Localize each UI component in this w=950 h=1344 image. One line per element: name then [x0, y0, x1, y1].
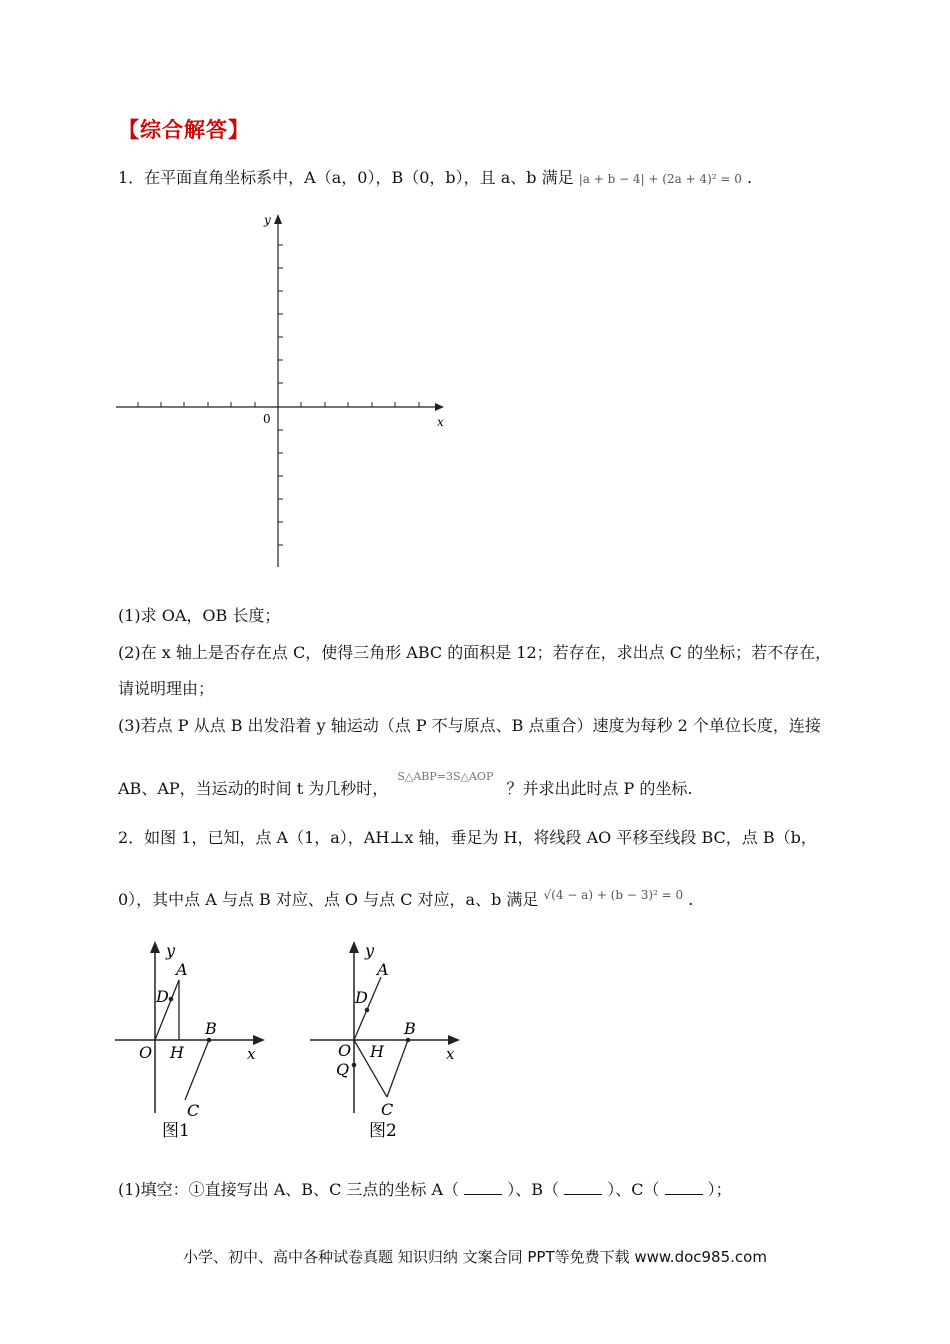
q2-part1-pre: (1)填空：①直接写出 A、B、C 三点的坐标 A（ [118, 1180, 460, 1199]
fig1-label-H: H [170, 1043, 184, 1062]
fig2-point-B [406, 1038, 411, 1043]
q1-y-arrow-icon [274, 214, 282, 224]
q1-y-ticks [278, 245, 283, 545]
q1-part2-line1: (2)在 x 轴上是否存在点 C，使得三角形 ABC 的面积是 12；若存在，求出点 C 的坐标；若不存在， [118, 643, 832, 662]
q1-intro: 1．在平面直角坐标系中，A（a，0），B（0，b），且 a、b 满足 [118, 168, 574, 187]
q2-line2-end: . [688, 890, 694, 909]
fig1-label-A: A [176, 960, 188, 979]
page-footer: 小学、初中、高中各种试卷真题 知识归纳 文案合同 PPT等免费下载 www.doc985.com [183, 1248, 767, 1266]
q2-part1 [118, 1180, 732, 1200]
fig1-label-D: D [156, 987, 169, 1006]
fig2-label-D: D [355, 988, 368, 1007]
q1-y-label: y [264, 213, 271, 227]
fig2-label-A: A [377, 960, 389, 979]
q2-part1-c: ）、C（ [607, 1180, 660, 1199]
fig1-label-O: O [139, 1043, 153, 1062]
q2-part1-b: ）、B（ [507, 1180, 559, 1199]
fig1-label-B: B [205, 1019, 217, 1038]
q1-part3-post: ？并求出此时点 P 的坐标. [506, 779, 693, 798]
q2-line1: 2．如图 1，已知，点 A（1，a），AH⊥x 轴，垂足为 H，将线段 AO 平移至线段 BC，点 B（b， [118, 828, 817, 847]
fig1-point-D [169, 997, 174, 1002]
answer-blank-A[interactable] [464, 1180, 502, 1195]
q2-line2-pre: 0），其中点 A 与点 B 对应、点 O 与点 C 对应，a、b 满足 [118, 890, 539, 909]
fig2-label-B: B [404, 1019, 416, 1038]
fig2-x-arrow-icon [448, 1035, 460, 1045]
fig2-label-O: O [338, 1041, 352, 1060]
fig2-label-Q: Q [336, 1060, 350, 1079]
answer-blank-B[interactable] [564, 1180, 602, 1195]
q1-part3-line1: (3)若点 P 从点 B 出发沿着 y 轴运动（点 P 不与原点、B 点重合）速度为每秒 2 个单位长度，连接 [118, 716, 821, 735]
fig1-point-B [207, 1038, 212, 1043]
fig2-label-C: C [381, 1100, 394, 1119]
q2-line2 [118, 890, 693, 911]
fig1-x-arrow-icon [253, 1035, 265, 1045]
q1-x-arrow-icon [435, 403, 444, 411]
q2-part1-end: ）； [707, 1180, 732, 1199]
fig1-caption: 图1 [162, 1121, 190, 1141]
q1-intro-end: . [747, 168, 753, 187]
answer-blank-C[interactable] [665, 1180, 703, 1195]
q1-part2-line2: 请说明理由； [118, 679, 215, 698]
fig1-label-y: y [166, 941, 176, 960]
fig1-label-x: x [247, 1045, 256, 1063]
fig2-point-Q [352, 1063, 357, 1068]
q1-area-formula: S△ABP=3S△AOP [397, 770, 494, 783]
q1-x-label: x [437, 415, 444, 429]
q1-part3-pre: AB、AP，当运动的时间 t 为几秒时， [118, 779, 389, 798]
q2-figure-2 [305, 935, 475, 1145]
fig2-label-y: y [365, 941, 375, 960]
q1-coordinate-plane [110, 205, 455, 580]
fig1-segment-BC [185, 1040, 209, 1100]
q1-intro-line [118, 168, 752, 189]
q1-condition: |a + b − 4| + (2a + 4)² = 0 [578, 172, 742, 186]
fig1-label-C: C [187, 1101, 200, 1120]
q1-part1: (1)求 OA，OB 长度； [118, 606, 281, 625]
fig2-y-arrow-icon [349, 941, 359, 953]
fig1-y-arrow-icon [150, 941, 160, 953]
fig2-segment-BC [387, 1040, 408, 1097]
fig2-label-H: H [370, 1042, 384, 1061]
q2-condition: √(4 − a) + (b − 3)² = 0 [543, 888, 684, 902]
section-title: 【综合解答】 [118, 118, 250, 142]
fig2-point-D [365, 1008, 370, 1013]
q2-figure-1 [110, 935, 280, 1145]
fig2-caption: 图2 [369, 1121, 397, 1141]
fig2-label-x: x [446, 1045, 455, 1063]
q1-origin-label: 0 [263, 412, 271, 426]
